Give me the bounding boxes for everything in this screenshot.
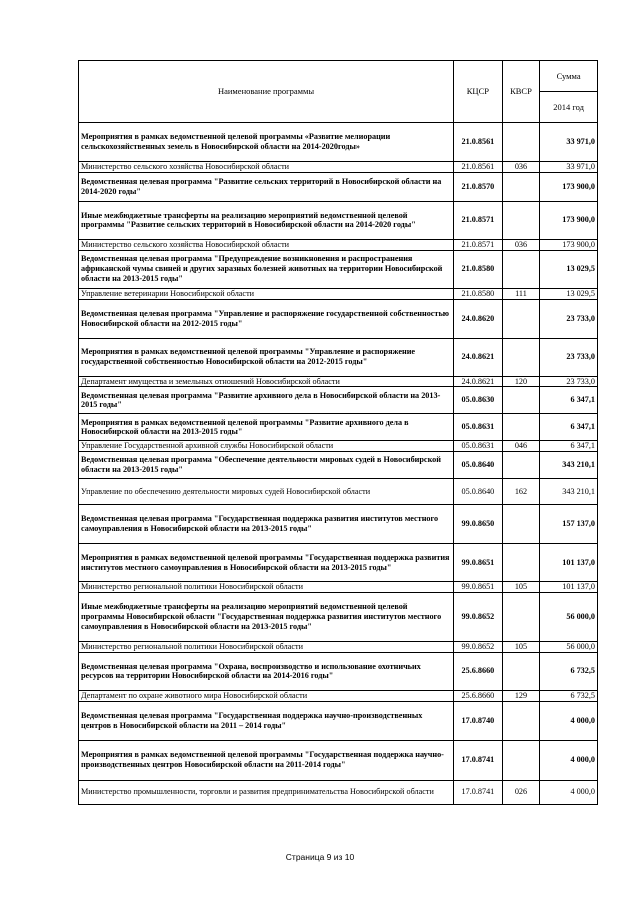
page-footer: Страница 9 из 10 [285,852,355,862]
table-row [79,239,598,250]
kcsr-cell: 17.0.8741 [454,780,503,804]
program-name-cell: Управление Государственной архивной службы Новосибирской области [79,441,454,452]
program-name-cell: Ведомственная целевая программа "Развитие сельских территорий в Новосибирской области на 2014-2020 годы" [79,172,454,201]
table-row [79,452,598,479]
kvsr-cell [502,250,540,288]
kcsr-cell: 25.6.8660 [454,652,503,690]
sum-cell: 4 000,0 [540,740,598,780]
sum-cell: 6 347,1 [540,441,598,452]
table-row [79,582,598,593]
header-kcsr: КЦСР [454,61,503,123]
kcsr-cell: 05.0.8630 [454,387,503,414]
sum-cell: 173 900,0 [540,201,598,239]
kvsr-cell [502,452,540,479]
kvsr-cell [502,740,540,780]
program-name-cell: Министерство региональной политики Новосибирской области [79,642,454,653]
program-name-cell: Департамент имущества и земельных отношений Новосибирской области [79,376,454,387]
header-kvsr: КВСР [502,61,540,123]
kvsr-cell [502,593,540,642]
kvsr-cell: 162 [502,479,540,505]
sum-cell: 33 971,0 [540,123,598,162]
sum-cell: 101 137,0 [540,582,598,593]
kcsr-cell: 17.0.8741 [454,740,503,780]
kcsr-cell: 24.0.8621 [454,376,503,387]
kcsr-cell: 21.0.8561 [454,123,503,162]
budget-table [78,60,598,805]
table-row [79,201,598,239]
table-row [79,701,598,740]
table-row [79,414,598,441]
sum-cell: 343 210,1 [540,479,598,505]
kcsr-cell: 99.0.8652 [454,593,503,642]
table-row [79,593,598,642]
kvsr-cell [502,201,540,239]
sum-cell: 6 347,1 [540,414,598,441]
kvsr-cell: 026 [502,780,540,804]
sum-cell: 6 732,5 [540,652,598,690]
kvsr-cell [502,338,540,376]
kvsr-cell [502,505,540,544]
program-name-cell: Ведомственная целевая программа "Обеспечение деятельности мировых судей в Новосибирской области на 2013-2015 годы" [79,452,454,479]
program-name-cell: Мероприятия в рамках ведомственной целевой программы "Государственная поддержка научно-производственных центров Новосибирской области на 2011-2014 годы" [79,740,454,780]
program-name-cell: Министерство сельского хозяйства Новосибирской области [79,239,454,250]
sum-cell: 56 000,0 [540,642,598,653]
table-row [79,172,598,201]
sum-cell: 23 733,0 [540,376,598,387]
header-year: 2014 год [540,92,598,123]
sum-cell: 13 029,5 [540,288,598,299]
kcsr-cell: 21.0.8580 [454,250,503,288]
kcsr-cell: 99.0.8651 [454,544,503,582]
program-name-cell: Иные межбюджетные трансферты на реализацию мероприятий ведомственной целевой программы Новосибирской области "Государственная поддержка развития институтов местного самоуправления в Новосибирской области на 2013-2015 годы" [79,593,454,642]
program-name-cell: Иные межбюджетные трансферты на реализацию мероприятий ведомственной целевой программы "Развитие сельских территорий в Новосибирской области на 2014-2020 годы" [79,201,454,239]
sum-cell: 4 000,0 [540,701,598,740]
header-sum: Сумма [540,61,598,92]
table-row [79,652,598,690]
kvsr-cell [502,652,540,690]
program-name-cell: Министерство промышленности, торговли и развития предпринимательства Новосибирской области [79,780,454,804]
kvsr-cell: 120 [502,376,540,387]
kvsr-cell: 046 [502,441,540,452]
kcsr-cell: 21.0.8571 [454,239,503,250]
program-name-cell: Мероприятия в рамках ведомственной целевой программы "Государственная поддержка развития институтов местного самоуправления в Новосибирской области на 2013-2015 годы" [79,544,454,582]
kvsr-cell [502,544,540,582]
sum-cell: 101 137,0 [540,544,598,582]
kvsr-cell: 129 [502,690,540,701]
program-name-cell: Департамент по охране животного мира Новосибирской области [79,690,454,701]
kcsr-cell: 05.0.8631 [454,441,503,452]
program-name-cell: Ведомственная целевая программа "Развитие архивного дела в Новосибирской области на 2013-2015 годы" [79,387,454,414]
table-row [79,505,598,544]
kcsr-cell: 25.6.8660 [454,690,503,701]
kcsr-cell: 05.0.8640 [454,479,503,505]
program-name-cell: Управление ветеринарии Новосибирской области [79,288,454,299]
kvsr-cell: 036 [502,239,540,250]
table-row [79,376,598,387]
kvsr-cell: 105 [502,642,540,653]
sum-cell: 13 029,5 [540,250,598,288]
kcsr-cell: 21.0.8580 [454,288,503,299]
table-row [79,299,598,338]
program-name-cell: Мероприятия в рамках ведомственной целевой программы "Управление и распоряжение государственной собственностью Новосибирской области на 2012-2015 годы" [79,338,454,376]
kcsr-cell: 24.0.8621 [454,338,503,376]
table-row [79,387,598,414]
table-row [79,780,598,804]
kcsr-cell: 24.0.8620 [454,299,503,338]
program-name-cell: Министерство сельского хозяйства Новосибирской области [79,162,454,173]
table-row [79,690,598,701]
sum-cell: 4 000,0 [540,780,598,804]
program-name-cell: Управление по обеспечению деятельности мировых судей Новосибирской области [79,479,454,505]
program-name-cell: Ведомственная целевая программа "Государственная поддержка научно-производственных центров в Новосибирской области на 2011 – 2014 годы" [79,701,454,740]
program-name-cell: Мероприятия в рамках ведомственной целевой программы "Развитие архивного дела в Новосибирской области на 2013-2015 годы" [79,414,454,441]
sum-cell: 23 733,0 [540,299,598,338]
kvsr-cell [502,387,540,414]
header-program-name: Наименование программы [79,61,454,123]
table-row [79,250,598,288]
kcsr-cell: 05.0.8640 [454,452,503,479]
table-row [79,642,598,653]
kvsr-cell: 111 [502,288,540,299]
table-row [79,338,598,376]
sum-cell: 6 347,1 [540,387,598,414]
table-row [79,288,598,299]
program-name-cell: Ведомственная целевая программа "Государственная поддержка развития институтов местного самоуправления в Новосибирской области на 2013-2015 годы" [79,505,454,544]
program-name-cell: Ведомственная целевая программа "Охрана, воспроизводство и использование охотничьих ресурсов на территории Новосибирской области на 2014-2016 годы" [79,652,454,690]
kvsr-cell [502,414,540,441]
program-name-cell: Ведомственная целевая программа "Управление и распоряжение государственной собственностью Новосибирской области на 2012-2015 годы" [79,299,454,338]
kvsr-cell [502,701,540,740]
table-row [79,162,598,173]
table-row [79,441,598,452]
kcsr-cell: 21.0.8570 [454,172,503,201]
kcsr-cell: 99.0.8652 [454,642,503,653]
kvsr-cell [502,172,540,201]
kcsr-cell: 21.0.8571 [454,201,503,239]
program-name-cell: Министерство региональной политики Новосибирской области [79,582,454,593]
sum-cell: 23 733,0 [540,338,598,376]
kcsr-cell: 99.0.8651 [454,582,503,593]
sum-cell: 33 971,0 [540,162,598,173]
sum-cell: 173 900,0 [540,239,598,250]
program-name-cell: Ведомственная целевая программа "Предупреждение возникновения и распространения африканской чумы свиней и других заразных болезней животных на территории Новосибирской области на 2013-2015 годы" [79,250,454,288]
kvsr-cell: 105 [502,582,540,593]
sum-cell: 157 137,0 [540,505,598,544]
table-row [79,123,598,162]
table-row [79,544,598,582]
table-row [79,740,598,780]
kcsr-cell: 17.0.8740 [454,701,503,740]
sum-cell: 343 210,1 [540,452,598,479]
kvsr-cell: 036 [502,162,540,173]
table-row [79,479,598,505]
sum-cell: 56 000,0 [540,593,598,642]
kvsr-cell [502,123,540,162]
kcsr-cell: 99.0.8650 [454,505,503,544]
sum-cell: 173 900,0 [540,172,598,201]
kcsr-cell: 05.0.8631 [454,414,503,441]
program-name-cell: Мероприятия в рамках ведомственной целевой программы «Развитие мелиорации сельскохозяйственных земель в Новосибирской области на 2014-2020годы» [79,123,454,162]
kcsr-cell: 21.0.8561 [454,162,503,173]
kvsr-cell [502,299,540,338]
sum-cell: 6 732,5 [540,690,598,701]
